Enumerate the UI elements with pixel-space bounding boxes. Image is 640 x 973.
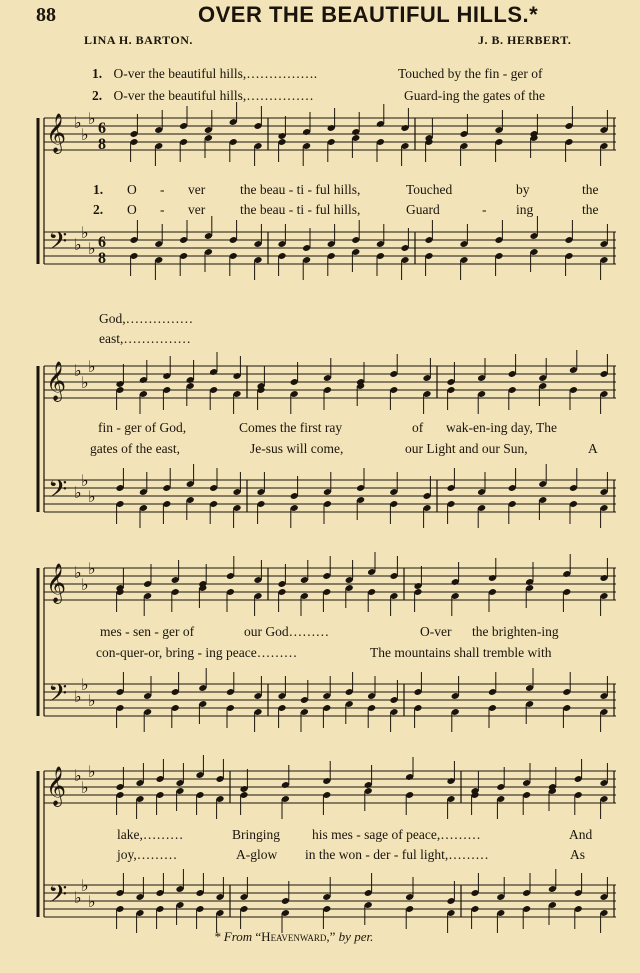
time-signature: 6 [98, 234, 106, 251]
treble-clef: 𝄞 [46, 766, 67, 806]
sys1-verse2-num: 2. [93, 202, 104, 217]
sys3-v1-w: the brighten-ing [472, 624, 559, 639]
flat-sign: ♭ [88, 487, 96, 506]
song-title: OVER THE BEAUTIFUL HILLS.* [198, 2, 539, 27]
sys3-v1-w: O-ver [420, 624, 452, 639]
sys1-v2-w: Guard [406, 202, 440, 217]
sys2-v1-w: fin - ger of God, [98, 420, 187, 435]
sys1-verse1-num: 1. [93, 182, 104, 197]
bass-clef: 𝄢 [48, 880, 68, 915]
intro-line-2b: Guard-ing the gates of the [404, 88, 545, 103]
intro-line-1: 1. O-ver the beautiful hills,……………. [92, 66, 318, 81]
lyricist: LINA H. BARTON. [84, 33, 193, 47]
sys3-v2-w: The mountains shall tremble with [370, 645, 552, 660]
bass-clef: 𝄢 [48, 679, 68, 714]
intro-line-2: 2. O-ver the beautiful hills,…………… [92, 88, 314, 103]
sys4-v2-w: As [570, 847, 586, 862]
bass-clef: 𝄢 [48, 475, 68, 510]
sys4-v1-w: lake,……… [117, 827, 184, 842]
flat-sign: ♭ [81, 876, 89, 895]
sys1-v1-w: by [516, 182, 530, 197]
flat-sign: ♭ [74, 766, 82, 785]
bass-clef: 𝄢 [48, 227, 68, 262]
flat-sign: ♭ [88, 762, 96, 781]
sys1-v1-w: O [127, 182, 137, 197]
sys4-v1-w: Bringing [232, 827, 281, 842]
page-number: 88 [36, 4, 56, 26]
sys2-pre-2: east,…………… [99, 331, 191, 346]
sys1-v2-w: the beau - ti - ful hills, [240, 202, 361, 217]
composer: J. B. HERBERT. [478, 33, 572, 47]
sys3-v1-w: mes - sen - ger of [100, 624, 195, 639]
sys1-v1-w: ver [188, 182, 206, 197]
sys1-v1-w: - [160, 182, 165, 197]
sys4-v2-w: in the won - der - ful light,……… [305, 847, 489, 862]
sys4-v2-w: joy,……… [117, 847, 178, 862]
sys1-v2-w: ver [188, 202, 206, 217]
flat-sign: ♭ [88, 559, 96, 578]
flat-sign: ♭ [74, 483, 82, 502]
sys1-v1-w: Touched [406, 182, 453, 197]
sys2-v1-w: Comes the first ray [239, 420, 343, 435]
flat-sign: ♭ [74, 563, 82, 582]
time-signature: 8 [98, 136, 106, 153]
sys4-v1-w: his mes - sage of peace,……… [312, 827, 481, 842]
flat-sign: ♭ [81, 471, 89, 490]
sys1-v2-w: the [582, 202, 599, 217]
sys2-v2-w: Je-sus will come, [250, 441, 344, 456]
footnote: * From “Heavenward,” by per. [214, 929, 374, 944]
sys3-v2-w: con-quer-or, bring - ing peace……… [96, 645, 298, 660]
flat-sign: ♭ [74, 235, 82, 254]
sys1-v1-w: the [582, 182, 599, 197]
time-signature: 8 [98, 250, 106, 267]
sys1-v2-w: - [482, 202, 487, 217]
flat-sign: ♭ [74, 361, 82, 380]
flat-sign: ♭ [81, 575, 89, 594]
sys4-v1-w: And [569, 827, 593, 842]
flat-sign: ♭ [74, 687, 82, 706]
sys1-v2-w: ing [516, 202, 534, 217]
flat-sign: ♭ [81, 675, 89, 694]
sys2-v1-w: of [412, 420, 424, 435]
intro-line-1b: Touched by the fin - ger of [398, 66, 543, 81]
flat-sign: ♭ [88, 691, 96, 710]
sys2-v1-w: wak-en-ing day, The [446, 420, 557, 435]
sys3-v1-w: our God……… [244, 624, 330, 639]
flat-sign: ♭ [81, 223, 89, 242]
sys2-v2-w: A [588, 441, 598, 456]
flat-sign: ♭ [81, 778, 89, 797]
flat-sign: ♭ [88, 109, 96, 128]
sys2-v2-w: gates of the east, [90, 441, 180, 456]
flat-sign: ♭ [74, 113, 82, 132]
flat-sign: ♭ [74, 888, 82, 907]
flat-sign: ♭ [81, 373, 89, 392]
sys1-v1-w: the beau - ti - ful hills, [240, 182, 361, 197]
sys2-v2-w: our Light and our Sun, [405, 441, 528, 456]
flat-sign: ♭ [88, 357, 96, 376]
treble-clef: 𝄞 [46, 361, 67, 401]
sys1-v2-w: - [160, 202, 165, 217]
flat-sign: ♭ [81, 125, 89, 144]
sys4-v2-w: A-glow [236, 847, 278, 862]
sys2-pre-1: God,…………… [99, 311, 194, 326]
flat-sign: ♭ [88, 892, 96, 911]
treble-clef: 𝄞 [46, 563, 67, 603]
treble-clef: 𝄞 [46, 113, 67, 153]
flat-sign: ♭ [88, 239, 96, 258]
sys1-v2-w: O [127, 202, 137, 217]
time-signature: 6 [98, 120, 106, 137]
